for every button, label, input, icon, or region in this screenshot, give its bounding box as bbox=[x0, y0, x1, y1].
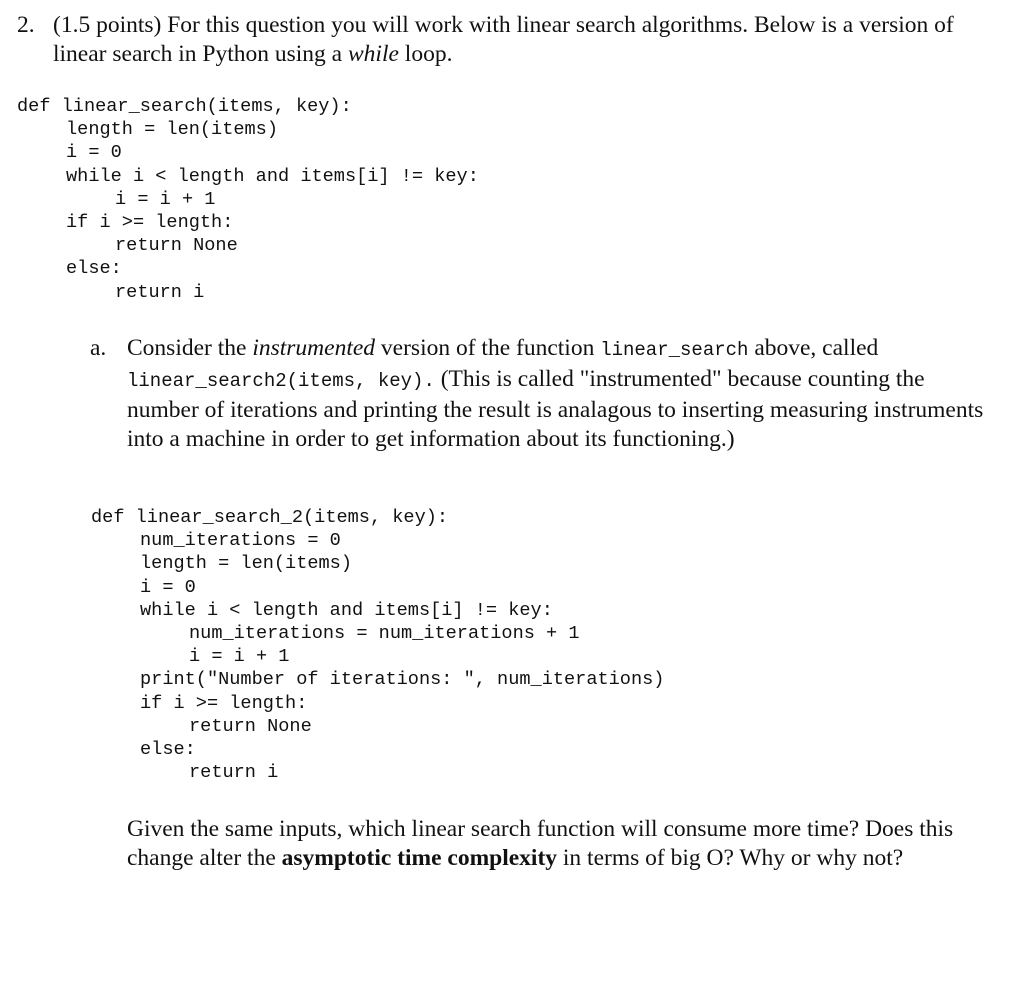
part-a-text-4: (This is called "instrumented" because counting the number of iterations and printing the result is analagous to inserting measuring instruments into a machine in order to get information about its functioning.) bbox=[127, 366, 984, 452]
code-line: i = 0 bbox=[140, 576, 196, 598]
part-a-label: a. bbox=[90, 335, 107, 361]
code-line: else: bbox=[66, 258, 122, 280]
part-a-text bbox=[127, 334, 987, 454]
code-line: return None bbox=[115, 235, 238, 257]
code-line: else: bbox=[140, 739, 196, 761]
intro-text: (1.5 points) For this question you will work with linear search algorithms. Below is a version of linear search in Python using a bbox=[53, 12, 954, 67]
intro-emphasis: while bbox=[348, 41, 399, 67]
code-line: i = i + 1 bbox=[189, 646, 290, 668]
part-a-text-3: above, called bbox=[748, 335, 879, 361]
code-line: def linear_search(items, key): bbox=[17, 96, 352, 117]
final-question-bold: asymptotic time complexity bbox=[281, 845, 558, 871]
code-line: length = len(items) bbox=[66, 119, 279, 141]
code-line: if i >= length: bbox=[66, 212, 234, 234]
code-line: while i < length and items[i] != key: bbox=[140, 599, 553, 621]
final-question-text-2: in terms of big O? Why or why not? bbox=[557, 845, 904, 871]
code-line: if i >= length: bbox=[140, 692, 308, 714]
code-line: i = i + 1 bbox=[115, 188, 216, 210]
code-block-linear-search bbox=[17, 95, 479, 304]
part-a-text-2: version of the function bbox=[375, 335, 601, 361]
code-line: while i < length and items[i] != key: bbox=[66, 165, 479, 187]
code-line: i = 0 bbox=[66, 142, 122, 164]
final-question bbox=[127, 815, 987, 873]
code-line: def linear_search_2(items, key): bbox=[91, 507, 449, 528]
question-intro bbox=[53, 11, 993, 69]
code-block-linear-search-2 bbox=[91, 506, 664, 784]
inline-code-function-name: linear_search bbox=[600, 339, 749, 361]
part-a-text-1: Consider the bbox=[127, 335, 253, 361]
code-line: print("Number of iterations: ", num_iterations) bbox=[140, 669, 665, 691]
inline-code-function-signature: linear_search2(items, key). bbox=[127, 370, 435, 392]
code-line: return i bbox=[115, 281, 205, 303]
code-line: num_iterations = 0 bbox=[140, 530, 341, 552]
final-question-text-1: Given the same inputs, which linear search function will consume more time? Does this change alter the bbox=[127, 816, 954, 871]
intro-text-end: loop. bbox=[398, 41, 453, 67]
code-line: return i bbox=[189, 762, 279, 784]
code-line: return None bbox=[189, 715, 312, 737]
part-a-emphasis: instrumented bbox=[252, 335, 376, 361]
code-line: num_iterations = num_iterations + 1 bbox=[189, 623, 580, 645]
question-number: 2. bbox=[17, 12, 35, 38]
code-line: length = len(items) bbox=[140, 553, 353, 575]
